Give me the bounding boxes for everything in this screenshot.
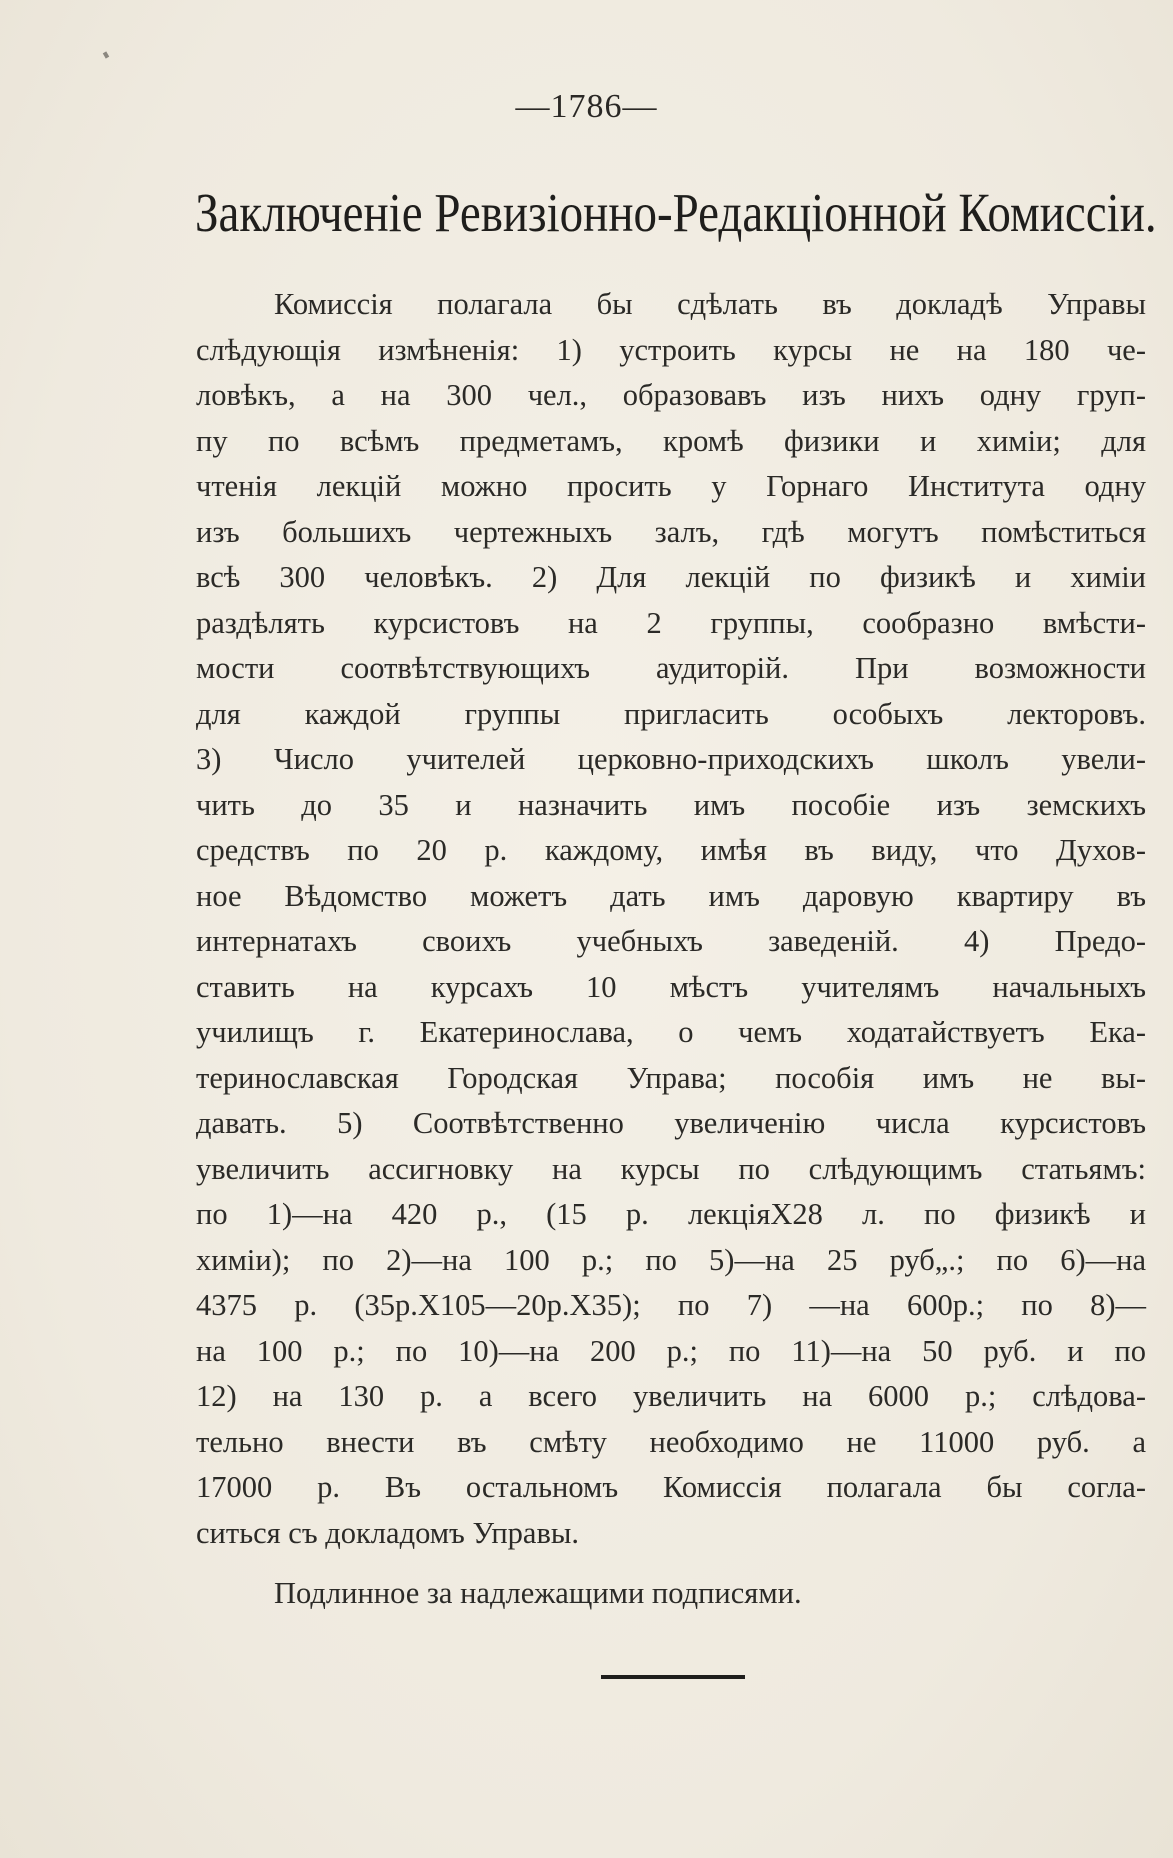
text-line: химіи); по 2)—на 100 р.; по 5)—на 25 руб„.; по 6)—на bbox=[196, 1242, 1146, 1277]
text-line: интернатахъ своихъ учебныхъ заведеній. 4) Предо- bbox=[196, 924, 1146, 958]
text-line: 17000 р. Въ остальномъ Комиссія полагала бы согла- bbox=[196, 1470, 1146, 1504]
text-line: средствъ по 20 р. каждому, имѣя въ виду, что Духов- bbox=[196, 833, 1146, 867]
text-line: увеличить ассигновку на курсы по слѣдующимъ статьямъ: bbox=[196, 1151, 1146, 1186]
text-line: давать. 5) Соотвѣтственно увеличенію числа курсистовъ bbox=[196, 1106, 1146, 1140]
text-line: чить до 35 и назначить имъ пособіе изъ земскихъ bbox=[196, 787, 1146, 822]
text-line: 4375 р. (35р.X105—20р.X35); по 7) —на 600р.; по 8)— bbox=[196, 1288, 1146, 1322]
text-line: ловѣкъ, а на 300 чел., образовавъ изъ нихъ одну груп- bbox=[196, 378, 1146, 412]
text-line: на 100 р.; по 10)—на 200 р.; по 11)—на 50 руб. и по bbox=[196, 1333, 1146, 1368]
text-line: по 1)—на 420 р., (15 р. лекціяX28 л. по физикѣ и bbox=[196, 1197, 1146, 1231]
text-line: изъ большихъ чертежныхъ залъ, гдѣ могутъ помѣститься bbox=[196, 514, 1146, 549]
text-line: ставить на курсахъ 10 мѣстъ учителямъ начальныхъ bbox=[196, 969, 1146, 1004]
text-line: слѣдующія измѣненія: 1) устроить курсы не на 180 че- bbox=[196, 332, 1146, 367]
end-rule bbox=[601, 1675, 745, 1679]
text-line: для каждой группы пригласить особыхъ лекторовъ. bbox=[196, 696, 1146, 731]
text-line: 12) на 130 р. а всего увеличить на 6000 р.; слѣдова- bbox=[196, 1379, 1146, 1413]
page-number: —1786— bbox=[515, 88, 658, 125]
page-speck bbox=[103, 51, 109, 58]
text-line: пу по всѣмъ предметамъ, кромѣ физики и химіи; для bbox=[196, 423, 1146, 458]
text-line: Комиссія полагала бы сдѣлать въ докладѣ Управы bbox=[274, 287, 1146, 321]
text-line: теринославская Городская Управа; пособія имъ не вы- bbox=[196, 1060, 1146, 1095]
closing-note: Подлинное за надлежащими подписями. bbox=[274, 1576, 802, 1610]
text-line: мости соотвѣтствующихъ аудиторій. При возможности bbox=[196, 651, 1146, 685]
body-paragraph bbox=[196, 282, 1146, 1556]
text-line: училищъ г. Екатеринослава, о чемъ ходатайствуетъ Ека- bbox=[196, 1015, 1146, 1049]
document-title: Заключеніе Ревизіонно-Редакціонной Комиссіи. bbox=[195, 182, 1157, 245]
text-line: раздѣлять курсистовъ на 2 группы, сообразно вмѣсти- bbox=[196, 605, 1146, 640]
text-line: 3) Число учителей церковно-приходскихъ школъ увели- bbox=[196, 742, 1146, 776]
text-line: ное Вѣдомство можетъ дать имъ даровую квартиру въ bbox=[196, 878, 1146, 913]
text-line: чтенія лекцій можно просить у Горнаго Института одну bbox=[196, 469, 1146, 503]
text-line: всѣ 300 человѣкъ. 2) Для лекцій по физикѣ и химіи bbox=[196, 560, 1146, 594]
text-line: тельно внести въ смѣту необходимо не 11000 руб. а bbox=[196, 1424, 1146, 1459]
text-line: ситься съ докладомъ Управы. bbox=[196, 1515, 579, 1550]
